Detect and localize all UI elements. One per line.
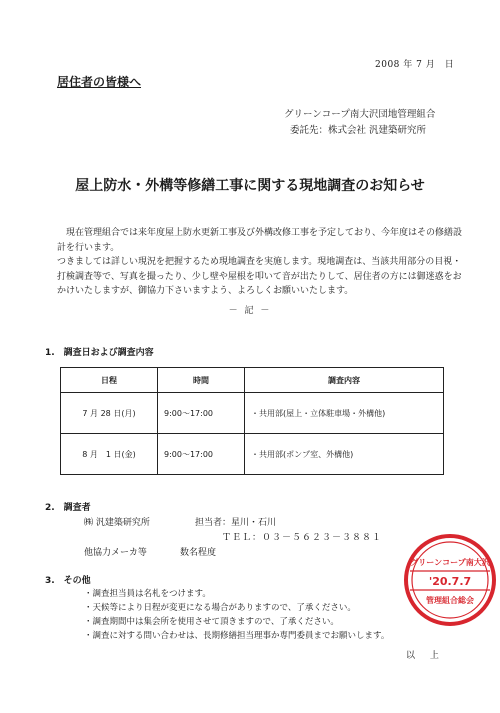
column-header-date: 日程 bbox=[61, 368, 158, 393]
table-row bbox=[61, 434, 444, 475]
body-paragraph-1: 現在管理組合では来年度屋上防水更新工事及び外構改修工事を予定しており、今年度はその修繕設計を行います。 bbox=[57, 228, 463, 253]
table-row bbox=[61, 393, 444, 434]
notes-list bbox=[84, 587, 389, 643]
document-date: 2008 年 7 月 日 bbox=[375, 60, 455, 70]
column-header-time: 時間 bbox=[158, 368, 245, 393]
contractor-name: 委託先：株式会社 汎建築研究所 bbox=[290, 125, 427, 136]
stamp-line-1: グリーンコープ南大沢 bbox=[410, 558, 490, 567]
row-content: ・共用部(ポンプ室、外構他) bbox=[245, 434, 444, 475]
surveyor-company: ㈱ 汎建築研究所 bbox=[84, 518, 150, 528]
notice-body bbox=[57, 226, 467, 299]
closing-mark: 以 上 bbox=[406, 651, 445, 661]
document-title: 屋上防水・外構等修繕工事に関する現地調査のお知らせ bbox=[75, 178, 425, 194]
section-3-heading: 3. その他 bbox=[45, 576, 91, 586]
row-content: ・共用部(屋上・立体駐車場・外構他) bbox=[245, 393, 444, 434]
row-date: 7 月 28 日(月) bbox=[61, 393, 158, 434]
organization-name: グリーンコープ南大沢団地管理組合 bbox=[284, 109, 436, 120]
list-item: ・調査に対する問い合わせは、長期修繕担当理事か専門委員までお願いします。 bbox=[84, 631, 390, 641]
ki-marker: － 記 － bbox=[228, 306, 272, 316]
surveyor-tel: ＴＥＬ：０３－５６２３－３８８１ bbox=[222, 533, 383, 543]
schedule-table bbox=[60, 367, 444, 475]
section-2-heading: 2. 調査者 bbox=[45, 503, 91, 513]
partner-label: 他協力メーカ等 bbox=[84, 548, 147, 558]
column-header-content: 調査内容 bbox=[245, 368, 444, 393]
list-item: ・天候等により日程が変更になる場合がありますので、了承ください。 bbox=[84, 603, 356, 613]
row-time: 9:00～17:00 bbox=[158, 434, 245, 475]
section-1-heading: 1. 調査日および調査内容 bbox=[45, 348, 154, 358]
list-item: ・調査担当員は名札をつけます。 bbox=[84, 589, 211, 599]
stamp-line-2: '20.7.7 bbox=[428, 575, 472, 588]
body-paragraph-2: つきましては詳しい現況を把握するため現地調査を実施します。現地調査は、当該共用部分の目視・打検調査等で、写真を撮ったり、少し壁や屋根を叩いて音が出たりして、居住者の方には御迷惑をおかけいたしますが、御協力下さいますよう、よろしくお願いいたします。 bbox=[57, 257, 462, 296]
partner-value: 数名程度 bbox=[180, 548, 217, 558]
surveyor-staff: 担当者：星川・石川 bbox=[195, 518, 277, 528]
row-date: 8 月 1 日(金) bbox=[61, 434, 158, 475]
row-time: 9:00～17:00 bbox=[158, 393, 245, 434]
organization-seal-stamp bbox=[400, 527, 500, 637]
stamp-line-3: 管理組合総会 bbox=[426, 596, 474, 605]
addressee: 居住者の皆様へ bbox=[57, 75, 142, 89]
list-item: ・調査期間中は集会所を使用させて頂きますので、了承ください。 bbox=[84, 617, 339, 627]
table-header-row bbox=[61, 368, 444, 393]
